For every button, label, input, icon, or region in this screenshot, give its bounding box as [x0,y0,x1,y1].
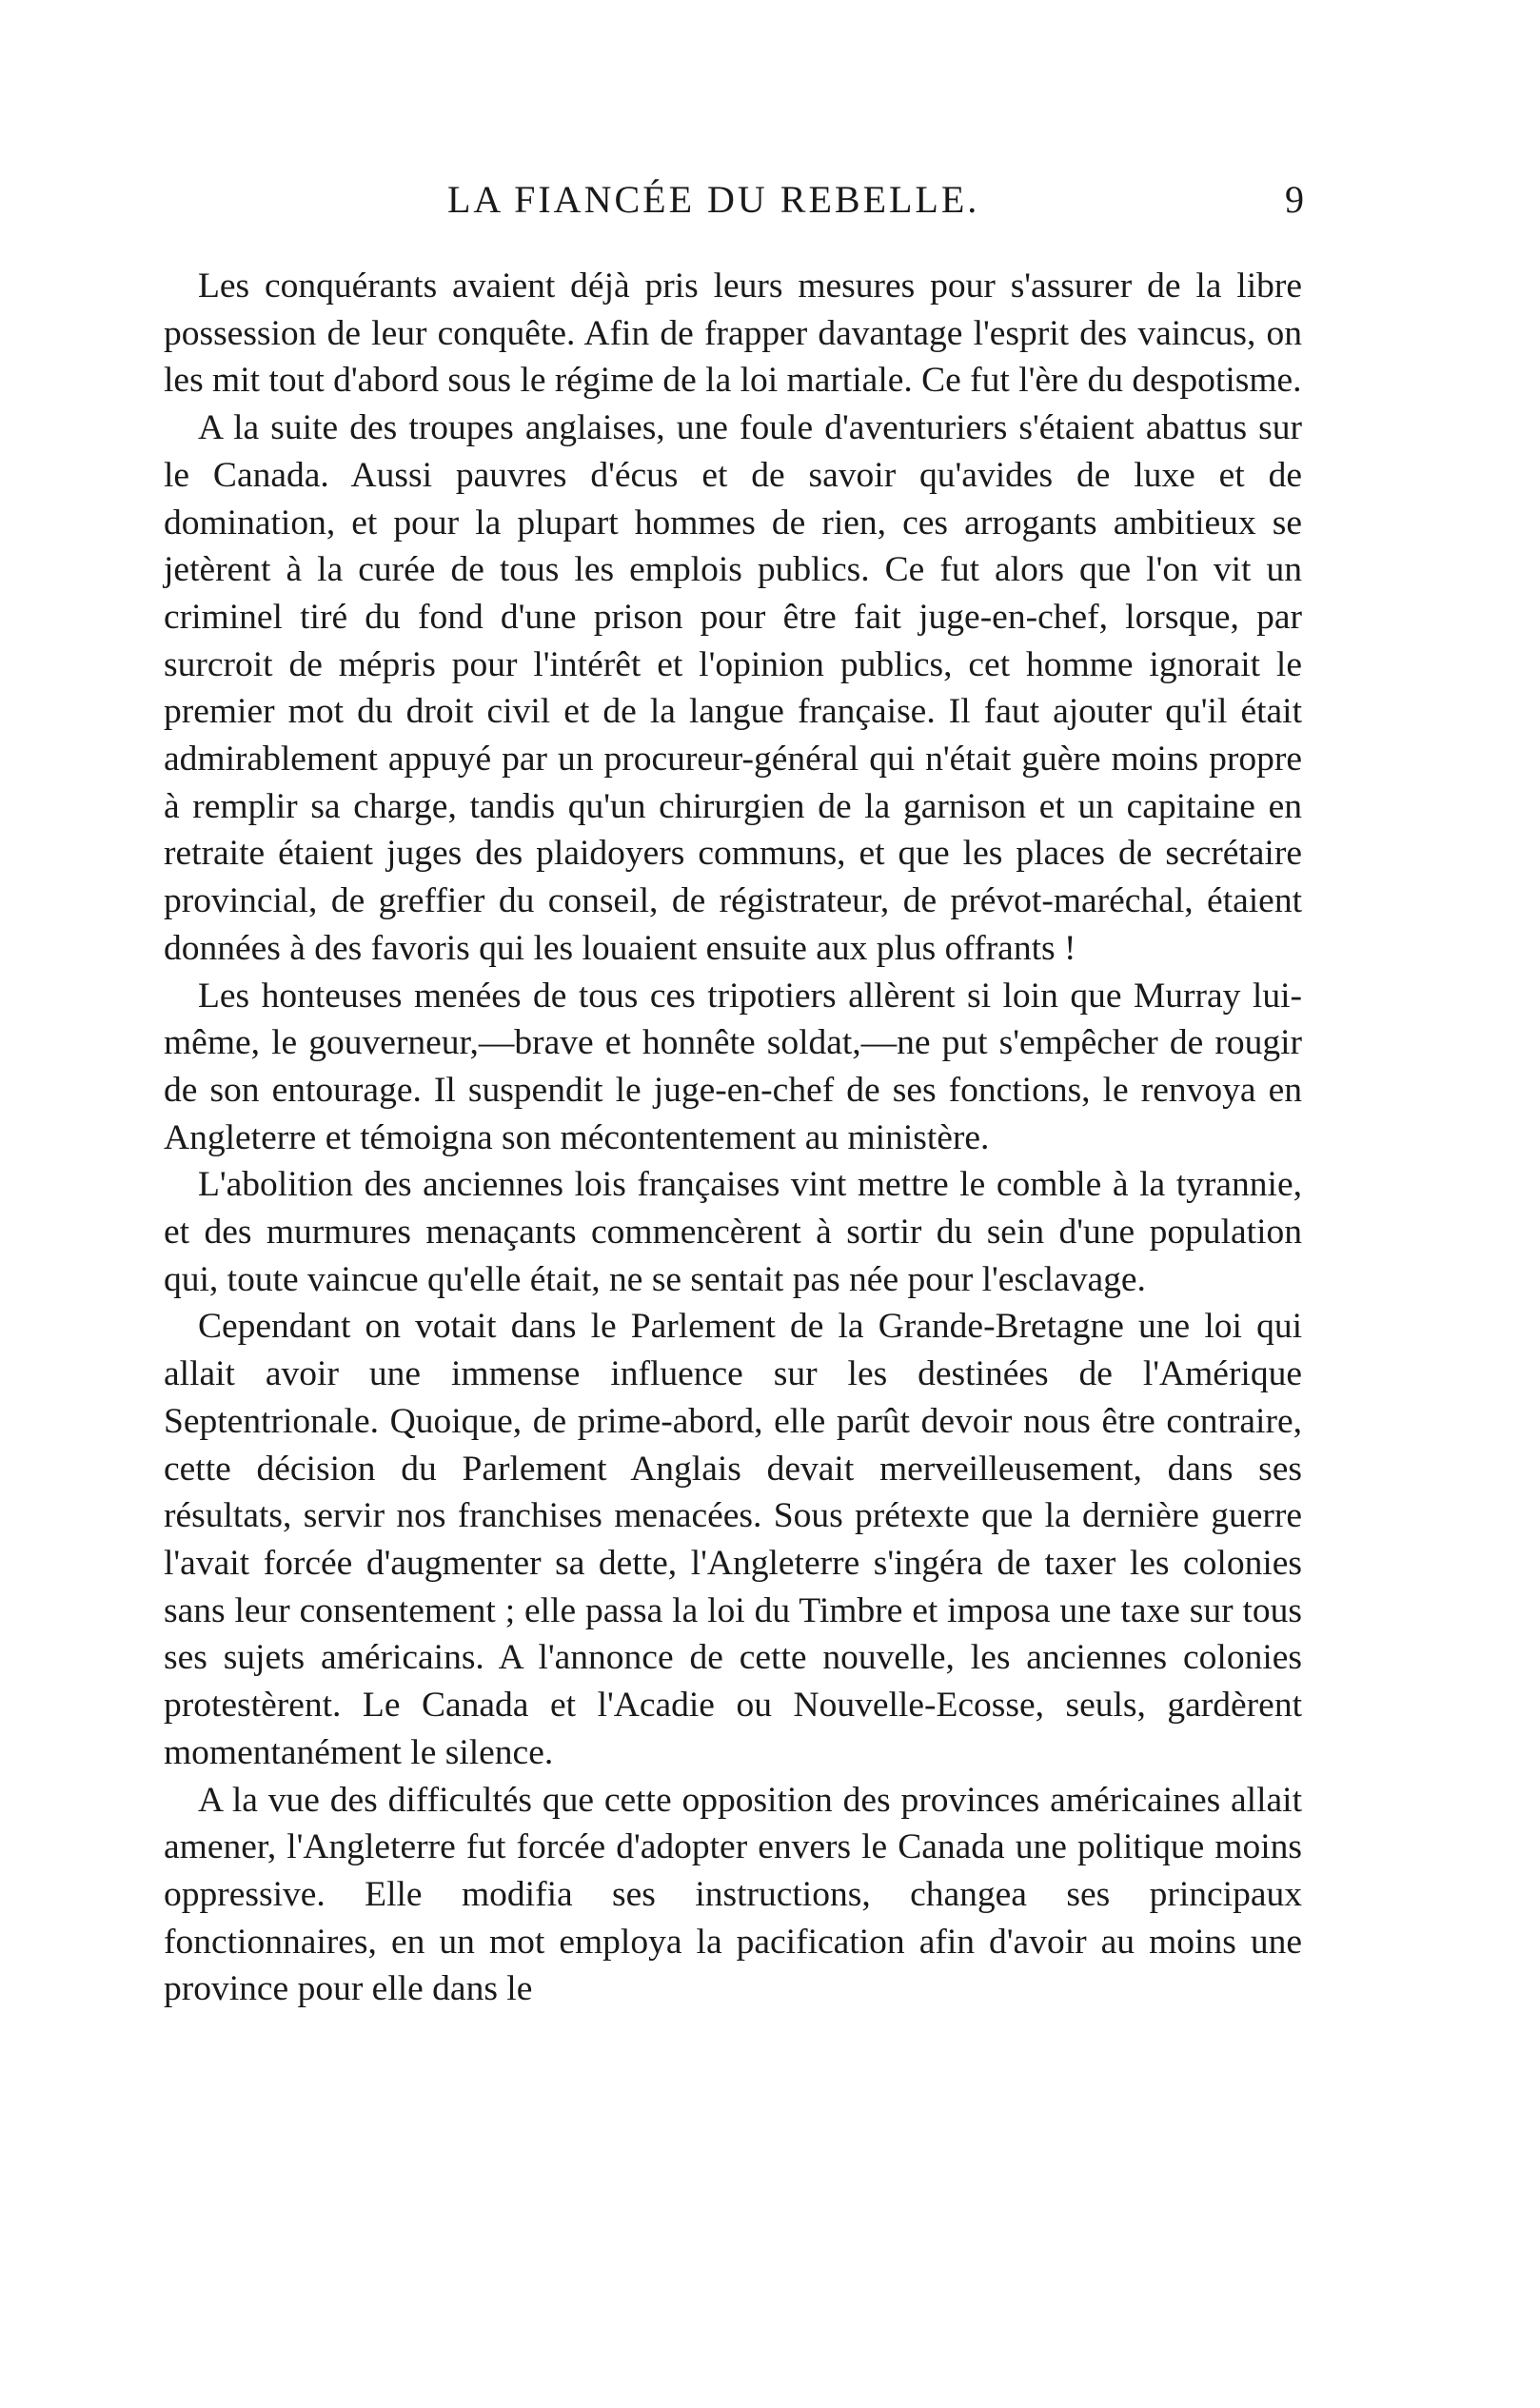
paragraph-4: L'abolition des anciennes lois françaises vint mettre le comble à la tyrannie, et des murmures menaçants commencèrent à sortir du sein d'une population qui, toute vaincue qu'elle était, ne se sentait pas née pour l'esclavage. [164,1165,1302,1299]
paragraph-2: A la suite des troupes anglaises, une foule d'aventuriers s'étaient abattus sur le Canada. Aussi pauvres d'écus et de savoir qu'avides de luxe et de domination, et pour la plupart hommes de rien, ces arrogants ambitieux se jetèrent à la curée de tous les emplois publics. Ce fut alors que l'on vit un criminel tiré du fond d'une prison pour être fait juge-en-chef, lorsque, par surcroit de mépris pour l'intérêt et l'opinion publics, cet homme ignorait le premier mot du droit civil et de la langue française. Il faut ajouter qu'il était admirablement appuyé par un procureur-général qui n'était guère moins propre à remplir sa charge, tandis qu'un chirurgien de la garnison et un capitaine en retraite étaient juges des plaidoyers communs, et que les places de secrétaire provincial, de greffier du conseil, de régistrateur, de prévot-maréchal, étaient données à des favoris qui les louaient ensuite aux plus offrants ! [164,408,1302,968]
running-title: LA FIANCÉE DU REBELLE. [447,178,980,221]
paragraph-3: Les honteuses menées de tous ces tripotiers allèrent si loin que Murray lui-même, le gouverneur,—brave et honnête soldat,—ne put s'empêcher de rougir de son entourage. Il suspendit le juge-en-chef de ses fonctions, le renvoya en Angleterre et témoigna son mécontentement au ministère. [164,976,1302,1157]
paragraph-6: A la vue des difficultés que cette opposition des provinces américaines allait amener, l'Angleterre fut forcée d'adopter envers le Canada une politique moins oppressive. Elle modifia ses instructions, changea ses principaux fonctionnaires, en un mot employa la pacification afin d'avoir au moins une province pour elle dans le [164,1780,1302,2009]
page-number: 9 [1285,178,1304,221]
body-text [164,263,1302,2013]
page-header [162,177,1304,234]
paragraph-1: Les conquérants avaient déjà pris leurs mesures pour s'assurer de la libre possession de leur conquête. Afin de frapper davantage l'esprit des vaincus, on les mit tout d'abord sous le régime de la loi martiale. Ce fut l'ère du despotisme. [164,266,1302,401]
paragraph-5: Cependant on votait dans le Parlement de la Grande-Bretagne une loi qui allait avoir une immense influence sur les destinées de l'Amérique Septentrionale. Quoique, de prime-abord, elle parût devoir nous être contraire, cette décision du Parlement Anglais devait merveilleusement, dans ses résultats, servir nos franchises menacées. Sous prétexte que la dernière guerre l'avait forcée d'augmenter sa dette, l'Angleterre s'ingéra de taxer les colonies sans leur consentement ; elle passa la loi du Timbre et imposa une taxe sur tous ses sujets américains. A l'annonce de cette nouvelle, les anciennes colonies protestèrent. Le Canada et l'Acadie ou Nouvelle-Ecosse, seuls, gardèrent momentanément le silence. [164,1307,1302,1772]
